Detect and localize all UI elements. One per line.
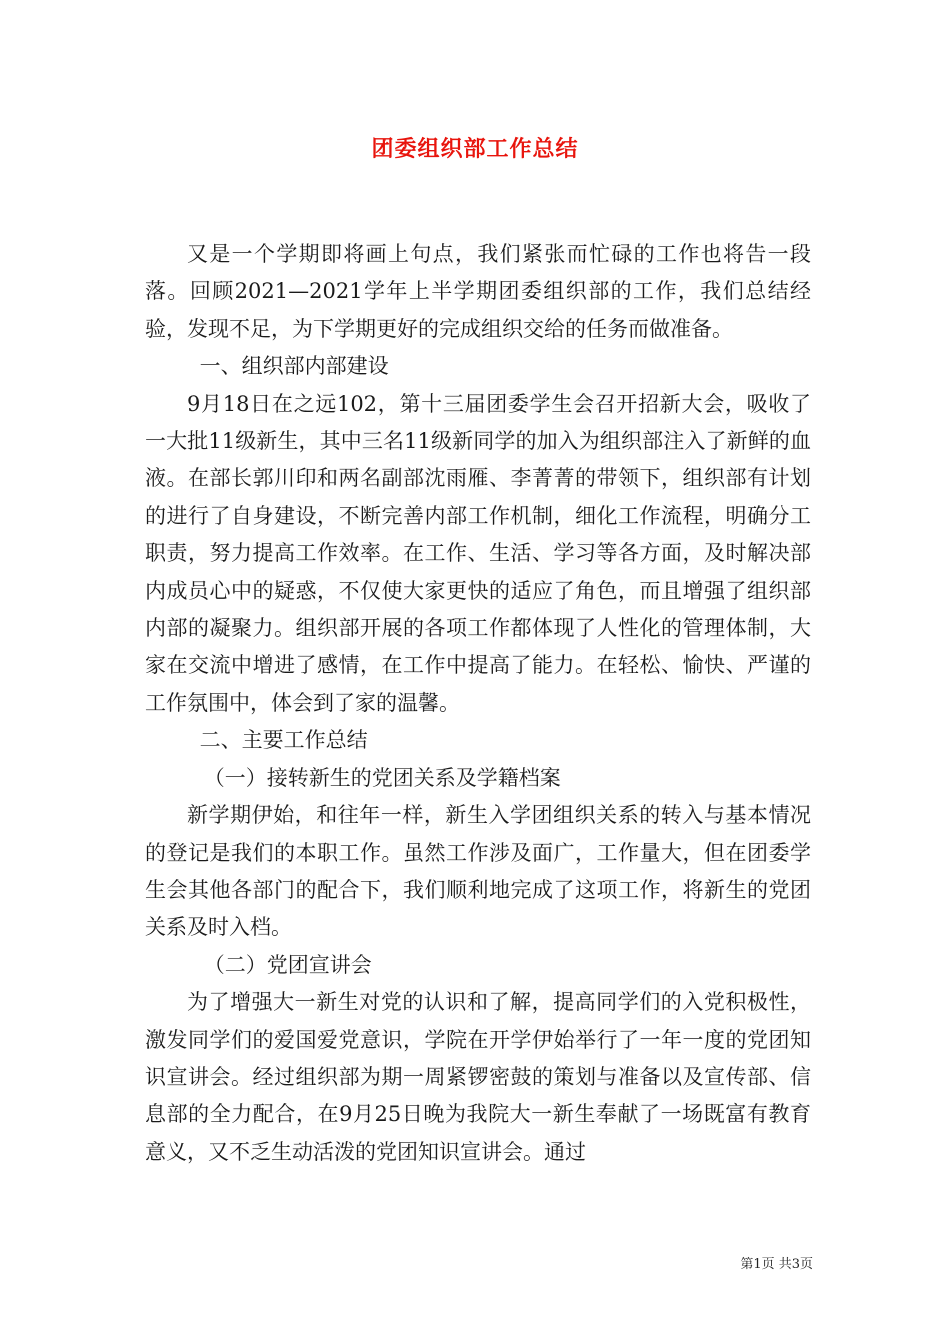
subsection-1-paragraph: 新学期伊始，和往年一样，新生入学团组织关系的转入与基本情况的登记是我们的本职工作。虽然工作涉及面广，工作量大，但在团委学生会其他各部门的配合下，我们顺利地完成了这项工作，将新生的党团关系及时入档。 [145,803,811,940]
subsection-2-heading: （二）党团宣讲会 [203,952,372,977]
section-1-paragraph: 9月18日在之远102，第十三届团委学生会召开招新大会，吸收了一大批11级新生，其中三名11级新同学的加入为组织部注入了新鲜的血液。在部长郭川印和两名副部沈雨雁、李菁菁的带领下，组织部有计划的进行了自身建设，不断完善内部工作机制，细化工作流程，明确分工职责，努力提高工作效率。在工作、生活、学习等各方面，及时解决部内成员心中的疑惑，不仅使大家更快的适应了角色，而且增强了组织部内部的凝聚力。组织部开展的各项工作都体现了人性化的管理体制，大家在交流中增进了感情，在工作中提高了能力。在轻松、愉快、严谨的工作氛围中，体会到了家的温馨。 [145,391,811,715]
section-2-heading: 二、主要工作总结 [199,728,368,753]
subsection-1-heading: （一）接转新生的党团关系及学籍档案 [203,765,561,790]
intro-paragraph: 又是一个学期即将画上句点，我们紧张而忙碌的工作也将告一段落。回顾2021—2021学年上半学期团委组织部的工作，我们总结经验，发现不足，为下学期更好的完成组织交给的任务而做准备。 [145,242,811,341]
subsection-2-paragraph: 为了增强大一新生对党的认识和了解，提高同学们的入党积极性，激发同学们的爱国爱党意识，学院在开学伊始举行了一年一度的党团知识宣讲会。经过组织部为期一周紧锣密鼓的策划与准备以及宣传部、信息部的全力配合，在9月25日晚为我院大一新生奉献了一场既富有教育意义，又不乏生动活泼的党团知识宣讲会。通过 [145,990,811,1164]
document-title: 团委组织部工作总结 [371,136,579,162]
document-body [145,236,811,1171]
section-1-heading: 一、组织部内部建设 [199,354,389,379]
page-number: 第1页 共3页 [740,1257,813,1272]
